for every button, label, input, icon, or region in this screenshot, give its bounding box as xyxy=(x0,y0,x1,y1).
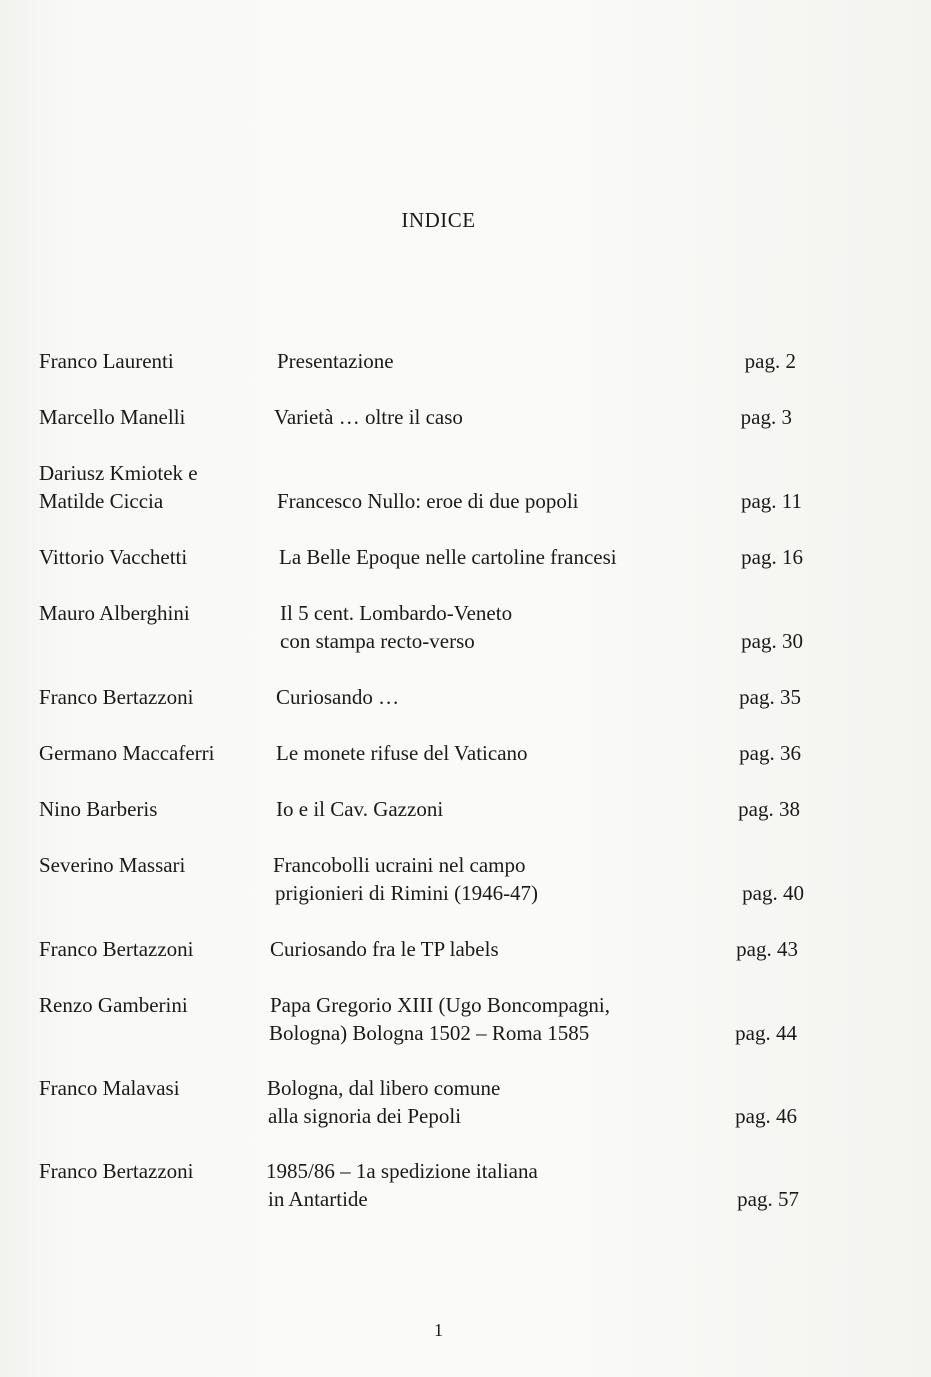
entry-author: Vittorio Vacchetti xyxy=(39,545,188,569)
entry-title: Bologna, dal libero comune xyxy=(267,1076,501,1100)
entry-title: Curiosando … xyxy=(276,685,400,709)
entry-page: pag. 36 xyxy=(739,741,801,765)
entry-author: Matilde Ciccia xyxy=(39,489,164,513)
entry-page: pag. 46 xyxy=(735,1104,797,1128)
entry-page: pag. 16 xyxy=(741,545,803,569)
entry-title: Io e il Cav. Gazzoni xyxy=(276,797,444,821)
index-title: INDICE xyxy=(401,208,476,232)
entry-author: Franco Bertazzoni xyxy=(39,1159,194,1183)
entry-title: alla signoria dei Pepoli xyxy=(268,1104,462,1128)
entry-page: pag. 38 xyxy=(738,797,800,821)
entry-page: pag. 35 xyxy=(739,685,801,709)
entry-title: Francobolli ucraini nel campo xyxy=(273,853,526,877)
entry-title: Presentazione xyxy=(277,349,394,373)
entry-page: pag. 3 xyxy=(740,405,792,429)
entry-author: Mauro Alberghini xyxy=(39,601,190,625)
entry-author: Franco Bertazzoni xyxy=(39,685,194,709)
entry-author: Nino Barberis xyxy=(39,797,158,821)
entry-author: Franco Laurenti xyxy=(39,349,174,373)
entry-title: con stampa recto-verso xyxy=(280,629,475,653)
entry-page: pag. 57 xyxy=(737,1187,799,1211)
entry-author: Marcello Manelli xyxy=(39,405,186,429)
entry-title: La Belle Epoque nelle cartoline francesi xyxy=(279,545,617,569)
entry-title: Curiosando fra le TP labels xyxy=(270,937,499,961)
entry-page: pag. 43 xyxy=(736,937,798,961)
entry-page: pag. 30 xyxy=(741,629,803,653)
entry-title: Bologna) Bologna 1502 – Roma 1585 xyxy=(269,1021,590,1045)
entry-title: Papa Gregorio XIII (Ugo Boncompagni, xyxy=(270,993,610,1017)
entry-author: Franco Malavasi xyxy=(39,1076,180,1100)
entry-title: Il 5 cent. Lombardo-Veneto xyxy=(280,601,513,625)
entry-title: Le monete rifuse del Vaticano xyxy=(276,741,528,765)
entry-title: prigionieri di Rimini (1946-47) xyxy=(275,881,539,905)
entry-page: pag. 44 xyxy=(735,1021,797,1045)
entry-title: Varietà … oltre il caso xyxy=(274,405,463,429)
entry-page: pag. 2 xyxy=(744,349,796,373)
entry-title: Francesco Nullo: eroe di due popoli xyxy=(277,489,579,513)
entry-page: pag. 11 xyxy=(740,489,802,513)
entry-page: pag. 40 xyxy=(742,881,804,905)
entry-title: 1985/86 – 1a spedizione italiana xyxy=(266,1159,538,1183)
entry-author: Dariusz Kmiotek e xyxy=(39,461,198,485)
page-number: 1 xyxy=(434,1320,443,1340)
entry-author: Renzo Gamberini xyxy=(39,993,188,1017)
entry-author: Severino Massari xyxy=(39,853,186,877)
entry-title: in Antartide xyxy=(268,1187,368,1211)
entry-author: Franco Bertazzoni xyxy=(39,937,194,961)
entry-author: Germano Maccaferri xyxy=(39,741,215,765)
